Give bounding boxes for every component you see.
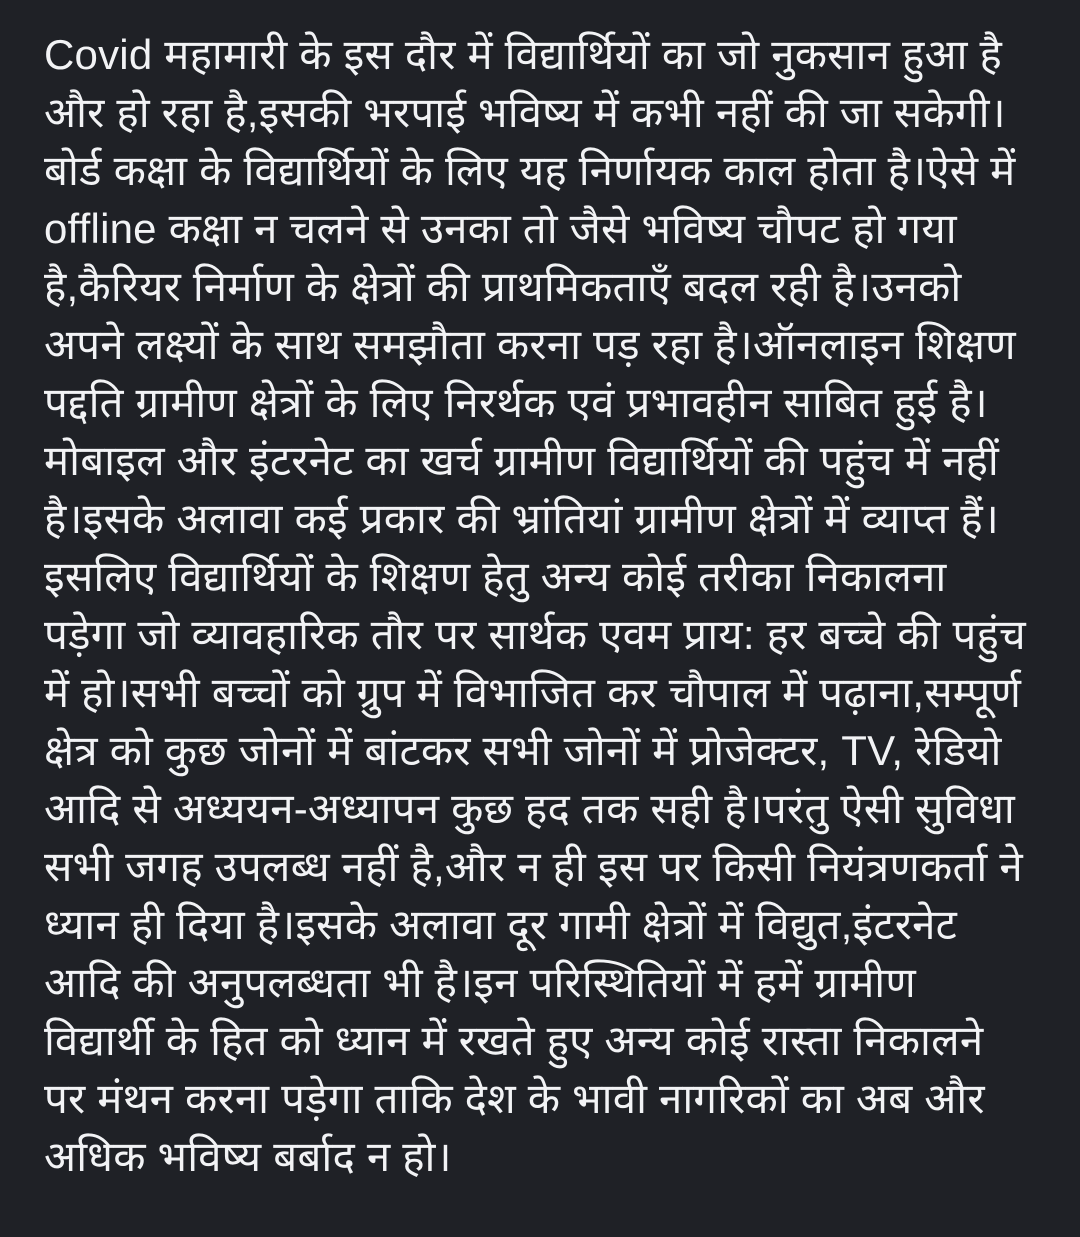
text-line: ध्यान ही दिया है।इसके अलावा दूर गामी क्षेत्रों में विद्युत,इंटरनेट	[44, 901, 957, 948]
text-line: offline कक्षा न चलने से उनका तो जैसे भविष्य चौपट हो गया	[44, 205, 957, 252]
text-line: और हो रहा है,इसकी भरपाई भविष्य में कभी नहीं की जा सकेगी।	[44, 89, 1006, 136]
text-line: अधिक भविष्य बर्बाद न हो।	[44, 1133, 452, 1180]
text-line: मोबाइल और इंटरनेट का खर्च ग्रामीण विद्यार्थियों की पहुंच में नहीं	[44, 437, 1000, 484]
paragraph	[44, 26, 1040, 1186]
text-line: इसलिए विद्यार्थियों के शिक्षण हेतु अन्य कोई तरीका निकालना	[44, 553, 947, 600]
text-line: में हो।सभी बच्चों को ग्रुप में विभाजित कर चौपाल में पढ़ाना,सम्पूर्ण	[44, 669, 1022, 716]
text-line: सभी जगह उपलब्ध नहीं है,और न ही इस पर किसी नियंत्रणकर्ता ने	[44, 843, 1023, 890]
text-line: अपने लक्ष्यों के साथ समझौता करना पड़ रहा है।ऑनलाइन शिक्षण	[44, 321, 1016, 368]
text-line: विद्यार्थी के हित को ध्यान में रखते हुए अन्य कोई रास्ता निकालने	[44, 1017, 984, 1064]
text-line: पद्दति ग्रामीण क्षेत्रों के लिए निरर्थक एवं प्रभावहीन साबित हुई है।	[44, 379, 988, 426]
text-line: है,कैरियर निर्माण के क्षेत्रों की प्राथमिकताएँ बदल रही है।उनको	[44, 263, 962, 310]
text-line: Covid महामारी के इस दौर में विद्यार्थियों का जो नुकसान हुआ है	[44, 31, 1003, 78]
text-line: है।इसके अलावा कई प्रकार की भ्रांतियां ग्रामीण क्षेत्रों में व्याप्त हैं।	[44, 495, 1000, 542]
text-line: पड़ेगा जो व्यावहारिक तौर पर सार्थक एवम प्राय: हर बच्चे की पहुंच	[44, 611, 1026, 658]
text-line: पर मंथन करना पड़ेगा ताकि देश के भावी नागरिकों का अब और	[44, 1075, 985, 1122]
text-line: क्षेत्र को कुछ जोनों में बांटकर सभी जोनों में प्रोजेक्टर, TV, रेडियो	[44, 727, 1002, 774]
text-line: आदि की अनुपलब्धता भी है।इन परिस्थितियों में हमें ग्रामीण	[44, 959, 916, 1006]
text-line: आदि से अध्ययन-अध्यापन कुछ हद तक सही है।परंतु ऐसी सुविधा	[44, 785, 1015, 832]
text-line: बोर्ड कक्षा के विद्यार्थियों के लिए यह निर्णायक काल होता है।ऐसे में	[44, 147, 1016, 194]
